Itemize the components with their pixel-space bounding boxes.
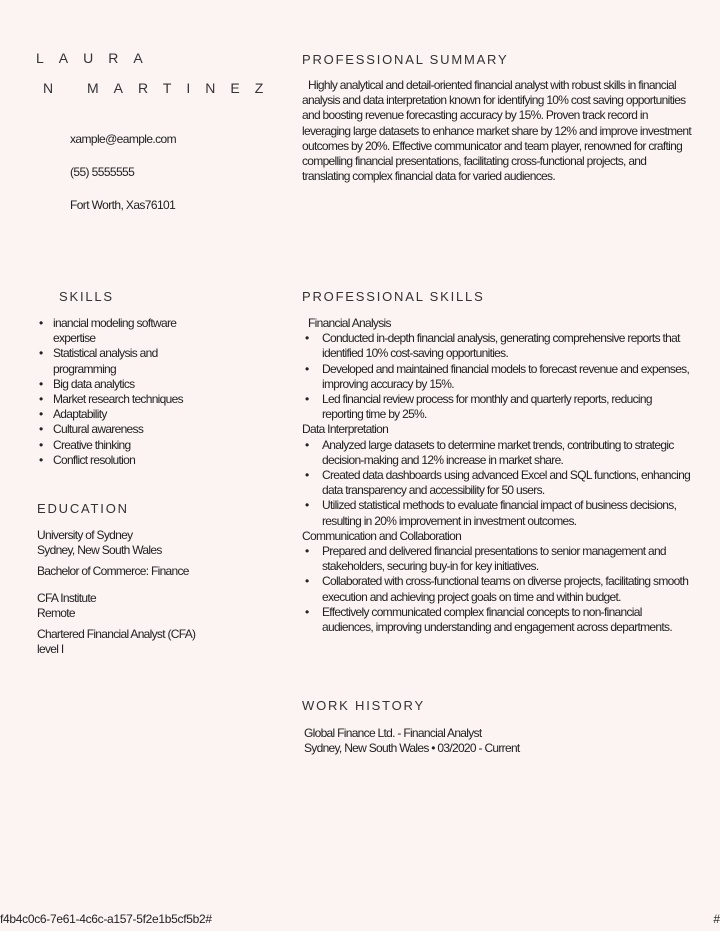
school-location: Sydney, New South Wales	[37, 543, 162, 558]
first-name: LAURA	[36, 50, 158, 66]
skill-item: • Adaptability	[36, 407, 236, 422]
professional-skills	[302, 316, 694, 635]
cert-level: level I	[37, 642, 64, 657]
skill-bullet: • Utilized statistical methods to evaluate financial impact of business decisions, resulting in 20% improvement in investment outcomes.	[302, 498, 694, 528]
skill-bullet: • Developed and maintained financial models to forecast revenue and expenses, improving accuracy by 15%.	[302, 362, 694, 392]
skill-bullet: • Collaborated with cross-functional teams on diverse projects, facilitating smooth execution and achieving project goals on time and within budget.	[302, 574, 694, 604]
footer-hash: #	[713, 912, 720, 926]
skill-item: • inancial modeling software expertise	[36, 316, 236, 346]
education-heading: EDUCATION	[37, 501, 129, 516]
skill-category-financial-analysis: Financial Analysis	[308, 316, 391, 330]
degree: Bachelor of Commerce: Finance	[37, 564, 189, 578]
work-title: Global Finance Ltd. - Financial Analyst	[304, 726, 482, 740]
skill-bullet: • Prepared and delivered financial presentations to senior management and stakeholders, securing buy-in for key initiatives.	[302, 544, 694, 574]
skill-item: • Big data analytics	[36, 377, 236, 392]
work-history-heading: WORK HISTORY	[302, 698, 425, 713]
skill-bullet: • Effectively communicated complex financial concepts to non-financial audiences, improving understanding and engagement across departments.	[302, 605, 694, 635]
skill-category-data-interpretation: Data Interpretation	[302, 422, 389, 437]
skill-bullet: • Analyzed large datasets to determine market trends, contributing to strategic decision-making and 12% increase in market share.	[302, 438, 694, 468]
skill-category-communication: Communication and Collaboration	[302, 528, 462, 543]
work-entry	[304, 726, 696, 756]
skill-item: • Conflict resolution	[36, 453, 236, 468]
certification-org-block	[37, 591, 267, 621]
certification-block	[37, 627, 267, 657]
skill-item: • Market research techniques	[36, 392, 236, 407]
skill-item: • Statistical analysis and programming	[36, 346, 236, 376]
education-school-block	[37, 528, 267, 558]
last-name: N MARTINEZ	[43, 80, 279, 96]
skill-bullet: • Led financial review process for monthly and quarterly reports, reducing reporting time by 25%.	[302, 392, 694, 422]
skill-bullet: • Conducted in-depth financial analysis, generating comprehensive reports that identified 10% cost-saving opportunities.	[302, 331, 694, 361]
cert-org: CFA Institute	[37, 591, 96, 605]
cert-name: Chartered Financial Analyst (CFA)	[37, 627, 196, 641]
professional-skills-heading: PROFESSIONAL SKILLS	[302, 289, 485, 304]
cert-location: Remote	[37, 606, 75, 621]
summary-text: Highly analytical and detail-oriented financial analyst with robust skills in financial analysis and data interpretation known for identifying 10% cost saving opportunities and boosting revenue forecasting accuracy by 15%. Proven track record in leveraging large datasets to enhance market share by 12% and improve investment outcomes by 20%. Effective communicator and team player, renowned for crafting compelling financial presentations, facilitating cross-functional projects, and translating complex financial data for varied audiences.	[302, 78, 691, 184]
school-name: University of Sydney	[37, 528, 133, 542]
skill-item: • Creative thinking	[36, 438, 236, 453]
work-location-dates: Sydney, New South Wales • 03/2020 - Current	[304, 741, 520, 756]
skill-item: • Cultural awareness	[36, 422, 236, 437]
skill-bullet: • Created data dashboards using advanced Excel and SQL functions, enhancing data transparency and accessibility for 50 users.	[302, 468, 694, 498]
skills-heading: SKILLS	[59, 289, 114, 304]
phone: (55) 5555555	[70, 165, 135, 179]
summary-heading: PROFESSIONAL SUMMARY	[302, 52, 509, 67]
document-id: f4b4c0c6-7e61-4c6c-a157-5f2e1b5cf5b2#	[0, 912, 212, 926]
location: Fort Worth, Xas76101	[70, 198, 176, 212]
email: xample@eample.com	[70, 132, 177, 146]
skills-list	[36, 316, 236, 468]
